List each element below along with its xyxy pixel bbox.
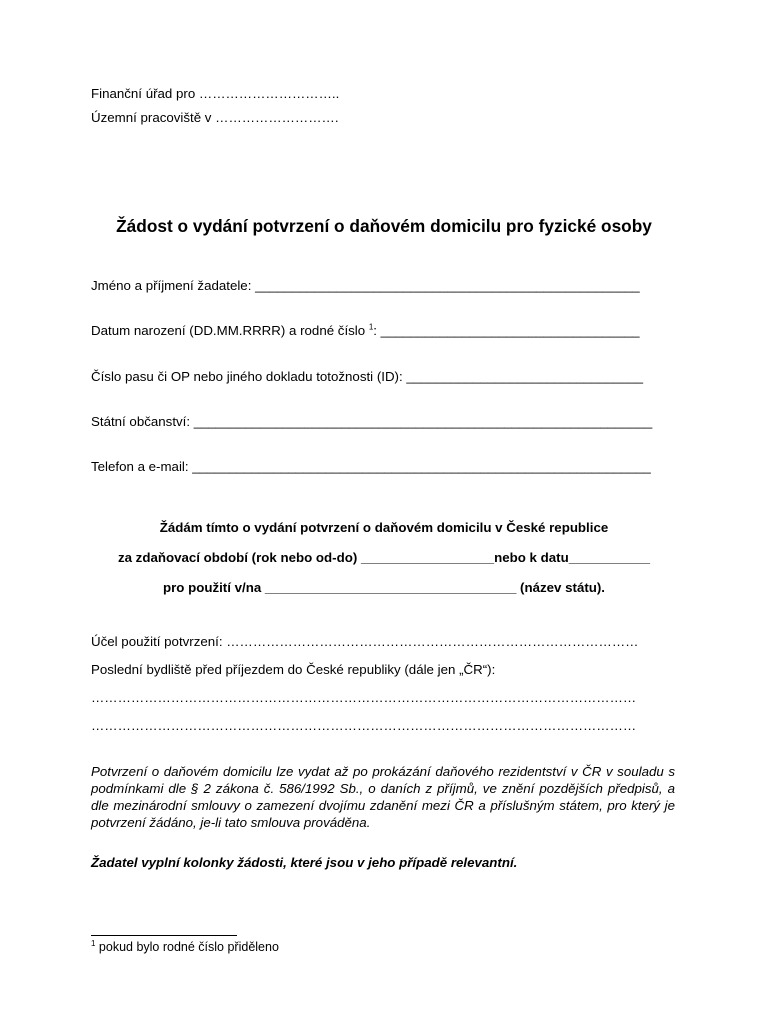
birth-date-field <box>91 323 640 339</box>
instruction-note: Žadatel vyplní kolonky žádosti, které jsou v jeho případě relevantní. <box>91 855 518 870</box>
last-residence-line-1: …………………………………………………………………………………………………………… <box>91 690 637 705</box>
purpose-field: Účel použití potvrzení: ………………………………………………………………………………… <box>91 634 639 649</box>
last-residence-line-2: …………………………………………………………………………………………………………… <box>91 718 637 733</box>
document-title: Žádost o vydání potvrzení o daňovém domicilu pro fyzické osoby <box>116 216 652 236</box>
footnote-number: 1 <box>91 938 96 948</box>
request-line-1: Žádám tímto o vydání potvrzení o daňovém domicilu v České republice <box>159 520 609 535</box>
citizenship-field: Státní občanství: ______________________________________________________________ <box>91 414 653 429</box>
territorial-office-line: Územní pracoviště v ………………………. <box>91 110 339 125</box>
legal-note: Potvrzení o daňovém domicilu lze vydat až po prokázání daňového rezidentství v ČR v souladu s podmínkami dle § 2 zákona č. 586/1992 Sb., o daních z příjmů, ve znění pozdějších předpisů, a dle mezinárodní smlouvy o zamezení dvojímu zdanění mezi ČR a příslušným státem, pro který je potvrzení žádáno, je-li tato smlouva prováděna. <box>91 764 675 830</box>
name-field: Jméno a příjmení žadatele: ____________________________________________________ <box>91 278 640 293</box>
footnote-separator <box>91 935 237 936</box>
birth-date-label: Datum narození (DD.MM.RRRR) a rodné číslo <box>91 323 369 338</box>
footnote <box>91 939 279 955</box>
last-residence-label: Poslední bydliště před příjezdem do České republiky (dále jen „ČR“): <box>91 662 496 677</box>
birth-date-blank: : ___________________________________ <box>373 323 640 338</box>
footnote-text: pokud bylo rodné číslo přiděleno <box>95 940 279 954</box>
request-line-2: za zdaňovací období (rok nebo od-do) __________________nebo k datu___________ <box>117 550 651 565</box>
footnote-ref: 1 <box>368 322 374 332</box>
request-line-3: pro použití v/na __________________________________ (název státu). <box>162 580 606 595</box>
tax-office-line: Finanční úřad pro ………………………….. <box>91 86 340 101</box>
contact-field: Telefon a e-mail: ______________________________________________________________ <box>91 459 651 474</box>
passport-field: Číslo pasu či OP nebo jiného dokladu totožnosti (ID): ________________________________ <box>91 369 644 384</box>
